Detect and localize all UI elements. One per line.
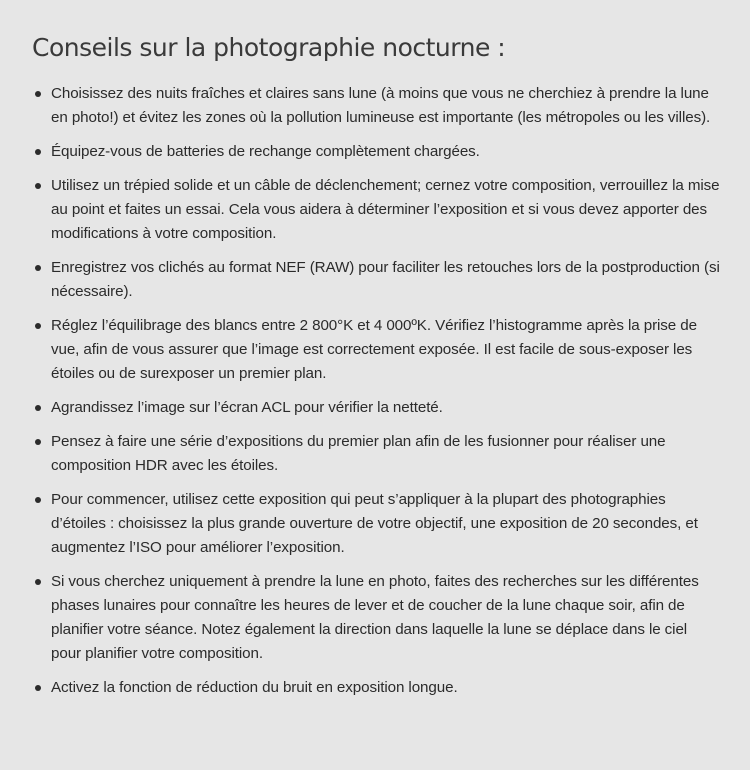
- tips-list: [30, 82, 720, 700]
- list-item: [30, 140, 720, 164]
- list-item: [30, 430, 720, 478]
- tip-text: Pensez à faire une série d’expositions du premier plan afin de les fusionner pour réaliser une composition HDR avec les étoiles.: [51, 433, 666, 474]
- bullet-icon: [35, 497, 41, 503]
- bullet-icon: [35, 183, 41, 189]
- list-item: [30, 488, 720, 560]
- bullet-icon: [35, 91, 41, 97]
- bullet-icon: [35, 405, 41, 411]
- tip-text: Équipez-vous de batteries de rechange complètement chargées.: [51, 143, 480, 160]
- tip-text: Choisissez des nuits fraîches et claires sans lune (à moins que vous ne cherchiez à prendre la lune en photo!) et évitez les zones où la pollution lumineuse est importante (les métropoles ou les villes).: [51, 85, 711, 126]
- bullet-icon: [35, 439, 41, 445]
- bullet-icon: [35, 323, 41, 329]
- list-item: [30, 314, 720, 386]
- list-item: [30, 82, 720, 130]
- tip-text: Utilisez un trépied solide et un câble de déclenchement; cernez votre composition, verrouillez la mise au point et faites un essai. Cela vous aidera à déterminer l’exposition et si vous devez apporter des modifications à votre composition.: [51, 177, 720, 242]
- tip-text: Activez la fonction de réduction du bruit en exposition longue.: [51, 679, 458, 696]
- tip-text: Enregistrez vos clichés au format NEF (RAW) pour faciliter les retouches lors de la postproduction (si nécessaire).: [51, 259, 720, 300]
- bullet-icon: [35, 265, 41, 271]
- list-item: [30, 570, 720, 666]
- page-title: Conseils sur la photographie nocturne :: [32, 33, 506, 62]
- tip-text: Agrandissez l’image sur l’écran ACL pour vérifier la netteté.: [51, 399, 443, 416]
- list-item: [30, 256, 720, 304]
- tip-text: Réglez l’équilibrage des blancs entre 2 800°K et 4 000ºK. Vérifiez l’histogramme après la prise de vue, afin de vous assurer que l’image est correctement exposée. Il est facile de sous-exposer les étoiles ou de surexposer un premier plan.: [51, 317, 697, 382]
- bullet-icon: [35, 149, 41, 155]
- list-item: [30, 676, 720, 700]
- bullet-icon: [35, 579, 41, 585]
- list-item: [30, 174, 720, 246]
- list-item: [30, 396, 720, 420]
- bullet-icon: [35, 685, 41, 691]
- tip-text: Pour commencer, utilisez cette exposition qui peut s’appliquer à la plupart des photographies d’étoiles : choisissez la plus grande ouverture de votre objectif, une exposition de 20 secondes, et augmentez l’ISO pour améliorer l’exposition.: [51, 491, 698, 556]
- tip-text: Si vous cherchez uniquement à prendre la lune en photo, faites des recherches sur les différentes phases lunaires pour connaître les heures de lever et de coucher de la lune chaque soir, afin de planifier votre séance. Notez également la direction dans laquelle la lune se déplace dans le ciel pour planifier votre composition.: [51, 573, 699, 662]
